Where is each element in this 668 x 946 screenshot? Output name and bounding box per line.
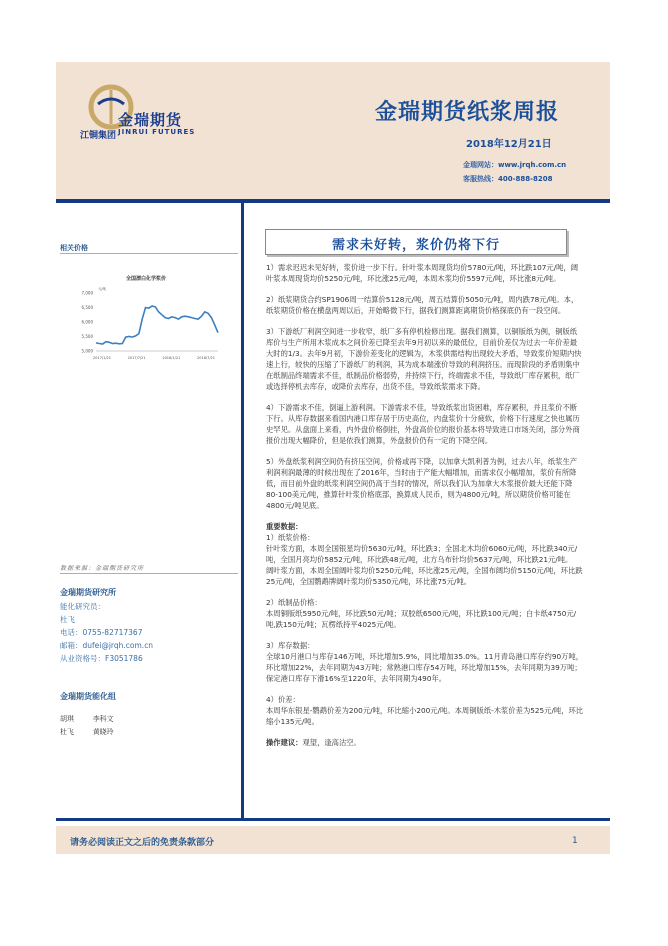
team-member: 李科文 bbox=[92, 715, 114, 723]
analyst-phone: 电话：0755-82717367 bbox=[60, 628, 143, 637]
website-link[interactable]: www.jrqh.com.cn bbox=[498, 161, 567, 169]
report-title: 金瑞期货纸浆周报 bbox=[375, 100, 560, 125]
y-tick-label: 7,000 bbox=[81, 290, 93, 296]
paragraph: 3）下游纸厂利润空间进一步收窄，纸厂多有停机检修出现。据我们测算，以铜版纸为例，铜版纸库价与生产所用木浆成本之间价差已降至去年9月初以来的最低位，目前价差仅为过去一年价差最大时的1/3。去年9月初，下游价差变化的逻辑为，木浆供需结构出现较大矛盾，导致浆价短期内快速上行，较快的压缩了下游纸厂的利润，其为成本端涨价导致的利润挤压。而现阶段的矛盾则集中在纸制品终端需求不佳，纸制品价格弱势，并持续下行，终端需求不佳，导致纸厂库存累积，纸厂或选择停机去库存，或降价去库存，出货不佳，导致纸浆需求下降。 bbox=[266, 327, 582, 391]
page-number: 1 bbox=[572, 836, 578, 846]
analyst-email[interactable]: 邮箱：dufei@jrqh.com.cn bbox=[60, 641, 154, 650]
y-axis-unit: 元/吨 bbox=[98, 287, 107, 291]
x-tick-label: 2018/1/21 bbox=[162, 356, 181, 360]
x-tick-label: 2017/7/21 bbox=[127, 356, 146, 360]
paragraph: 2）纸浆期货合约SP1906周一结算价5128元/吨，周五结算价5050元/吨，周内跌78元/吨。本，纸浆期货价格在横盘两周以后，开始略微下行，据我们测算距离期货价格探底仍有一段空间。 bbox=[266, 295, 579, 315]
team-member: 胡琪 bbox=[60, 715, 74, 723]
advice-text: 观望，逢高沽空。 bbox=[302, 738, 361, 747]
report-date: 2018年12月21日 bbox=[466, 139, 552, 150]
source-underline bbox=[60, 573, 238, 574]
team-row bbox=[60, 714, 119, 724]
headline-box bbox=[265, 229, 567, 255]
company-name-en: JINRUI FUTURES bbox=[118, 128, 196, 136]
paragraph: 4）下游需求不佳，倒逼上游利润。下游需求不佳，导致纸浆出货困难，库存累积，并且浆价不断下行。从库存数据来看国内港口库存居于历史高位，内盘浆价十分疲软，价格下行速度之快也属历史罕见。从盘面上来看，内外盘价格倒挂，外盘高价位的报价基本将导致进口市场关闭，部分外商报价出现大幅降价，但是依我们测算，外盘报价仍有一定的下降空间。 bbox=[266, 403, 580, 445]
analyst-name: 杜飞 bbox=[60, 615, 75, 624]
price-heading: 1）纸浆价格： bbox=[266, 533, 315, 542]
paper-heading: 2）纸制品价格： bbox=[266, 598, 322, 607]
team-member: 黄晓玲 bbox=[92, 728, 114, 736]
y-tick-label: 6,000 bbox=[81, 319, 93, 325]
hotline-label: 客服热线： bbox=[463, 175, 498, 183]
x-tick-label: 2017/1/21 bbox=[93, 356, 111, 360]
column-divider bbox=[241, 199, 244, 818]
company-name-cn: 金瑞期货 bbox=[118, 111, 183, 129]
paper-line: 本周铜版纸5950元/吨，环比跌50元/吨；双胶纸6500元/吨，环比跌100元/吨；白卡纸4750元/吨,跌150元/吨；瓦楞纸持平4025元/吨。 bbox=[266, 609, 577, 629]
price-line: 针叶浆方面，本周全国银星均价5630元/吨，环比跌3；全国北木均价6060元/吨，环比跌340元/吨，全国月亮均价5852元/吨，环比跌48元/吨，北方乌布针均价5637元/吨，环比跌21元/吨。 bbox=[266, 544, 578, 564]
price-chart bbox=[66, 273, 226, 375]
chart-title: 全国漂白化学浆价 bbox=[125, 276, 166, 282]
spread-line: 本周华东银星-鹦鹉价差为200元/吨，环比缩小200元/吨。本周铜版纸-木浆价差为525元/吨，环比缩小135元/吨。 bbox=[266, 706, 584, 726]
advice-label: 操作建议： bbox=[266, 738, 303, 747]
y-tick-label: 5,500 bbox=[81, 334, 93, 339]
website-line bbox=[463, 160, 566, 170]
hotline-number: 400-888-8208 bbox=[498, 175, 553, 183]
x-tick-label: 2018/7/21 bbox=[197, 356, 215, 360]
price-line: 阔叶浆方面，本周全国阔叶浆均价5250元/吨，环比涨25元/吨，全国布阔均价5150元/吨，环比跌25元/吨，全国鹦鹉牌阔叶浆均价5350元/吨，环比涨75元/吨。 bbox=[266, 566, 583, 586]
stock-heading: 3）库存数据： bbox=[266, 641, 315, 650]
header-divider bbox=[56, 199, 610, 203]
team-heading: 金瑞期货能化组 bbox=[60, 692, 116, 701]
paragraph: 1）需求迟迟未见好转，浆价进一步下行。针叶浆本周现货均价5780元/吨，环比跌107元/吨，阔叶浆本周现货均价5250元/吨，环比涨25元/吨，本周木浆均价5597元/吨，环比涨8元/吨。 bbox=[266, 263, 579, 283]
key-data-heading: 重要数据： bbox=[266, 522, 303, 531]
price-series-line bbox=[96, 306, 218, 344]
y-tick-label: 5,000 bbox=[81, 348, 93, 354]
report-body bbox=[266, 262, 584, 748]
analyst-title: 能化研究员： bbox=[60, 602, 105, 611]
data-source: 数据来源：金瑞期货研究所 bbox=[60, 565, 145, 572]
stock-line: 全球10月港口与库存146万吨，环比增加5.9%，同比增加35.0%。11月青岛港口库存约90万吨，环比增加22%，去年同期为43万吨；常熟港口库存54万吨，环比增加15%，去年同期为39万吨；保定港口库存下滑16%至1220年，去年同期为490年。 bbox=[266, 652, 583, 683]
price-chart-svg bbox=[66, 273, 226, 375]
headline: 需求未好转，浆价仍将下行 bbox=[331, 238, 500, 253]
analyst-license: 从业资格号：F3051786 bbox=[60, 654, 143, 663]
disclaimer-notice: 请务必阅读正文之后的免责条款部分 bbox=[70, 838, 215, 848]
section-underline bbox=[60, 253, 238, 254]
sidebar-section-label: 相关价格 bbox=[60, 244, 88, 252]
group-name: 江铜集团 bbox=[80, 131, 117, 141]
hotline-line bbox=[463, 174, 553, 184]
institute-heading: 金瑞期货研究所 bbox=[60, 588, 116, 597]
spread-heading: 4）价差： bbox=[266, 695, 300, 704]
team-member: 杜飞 bbox=[60, 728, 74, 736]
footer-divider bbox=[56, 818, 610, 821]
team-row bbox=[60, 727, 119, 737]
advice-line bbox=[266, 737, 584, 748]
y-tick-label: 6,500 bbox=[81, 305, 93, 310]
paragraph: 5）外盘纸浆利润空间仍有挤压空间，价格或再下降，以加拿大凯利普为例，过去八年，纸浆生产利润利润最薄的时候出现在了2016年，当时由于产能大幅增加，而需求仅小幅增加，浆价有所降低，而目前外盘的纸浆利润空间仍高于当时的情况，所以我们认为加拿大木浆报价最大还能下降80-100美元/吨，推算针叶浆价格底部，换算成人民币，则为4800元/吨，所以期货价格可能在4800元/吨见底。 bbox=[266, 457, 578, 510]
website-label: 金瑞网站： bbox=[463, 161, 498, 169]
